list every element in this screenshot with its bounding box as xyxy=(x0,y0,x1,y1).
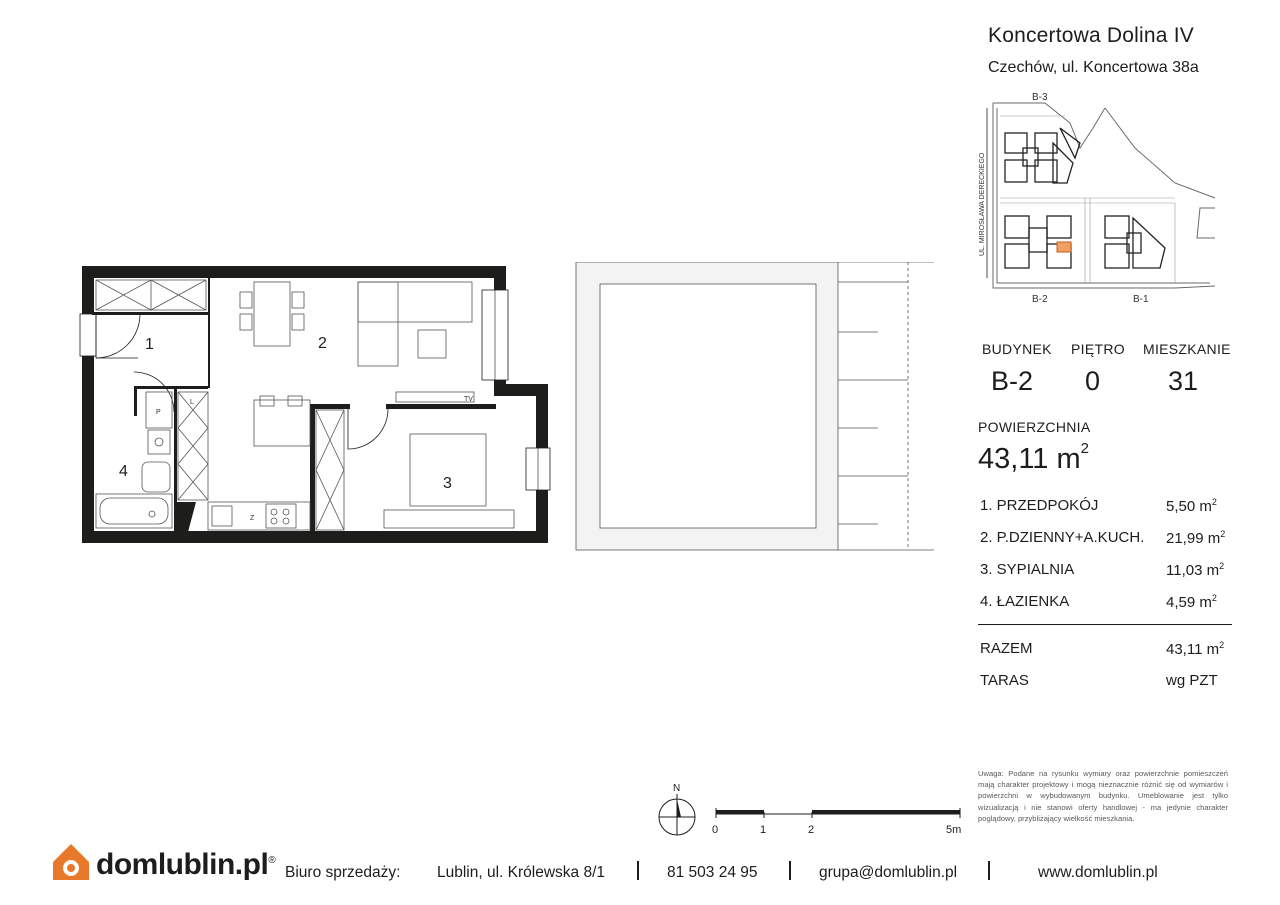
terrace-area: wg PZT xyxy=(1166,672,1218,689)
scale-label-1: 1 xyxy=(760,824,767,836)
room-number-4: 4 xyxy=(119,463,128,480)
sales-office-label: Biuro sprzedaży: xyxy=(285,864,401,881)
scale-label-2: 2 xyxy=(808,824,815,836)
footer-separator xyxy=(988,861,990,880)
room-label: 3. SYPIALNIA xyxy=(980,561,1075,578)
site-label-b2: B-2 xyxy=(1032,294,1048,305)
apartment-value: 31 xyxy=(1168,366,1199,396)
room-label: 1. PRZEDPOKÓJ xyxy=(980,497,1099,514)
building-label: BUDYNEK xyxy=(982,341,1052,357)
project-address: Czechów, ul. Koncertowa 38a xyxy=(988,59,1199,76)
project-title: Koncertowa Dolina IV xyxy=(988,24,1194,47)
phone-number[interactable]: 81 503 24 95 xyxy=(667,864,758,881)
area-label: POWIERZCHNIA xyxy=(978,419,1091,435)
room-number-1: 1 xyxy=(145,336,154,353)
street-label: UL. MIROSŁAWA DERECKIEGO xyxy=(979,152,986,256)
room-area: 5,50 $m^2$ xyxy=(1166,497,1217,515)
fridge-label: L xyxy=(190,399,194,406)
compass-north-label: N xyxy=(673,783,681,794)
room-label: 2. P.DZIENNY+A.KUCH. xyxy=(980,529,1145,546)
total-area: 43,11 $m^2$ xyxy=(1166,640,1225,658)
brand-logo-text[interactable]: domlublin.pl® xyxy=(96,848,276,881)
floor-value: 0 xyxy=(1085,366,1101,396)
room-number-2: 2 xyxy=(318,335,327,352)
apartment-label: MIESZKANIE xyxy=(1143,341,1231,357)
scale-label-5m: 5m xyxy=(946,824,962,836)
website-link[interactable]: www.domlublin.pl xyxy=(1038,864,1158,881)
total-label: RAZEM xyxy=(980,640,1033,657)
room-number-3: 3 xyxy=(443,475,452,492)
room-area: 4,59 $m^2$ xyxy=(1166,593,1217,611)
footer-separator xyxy=(637,861,639,880)
washer-label: P xyxy=(156,409,161,416)
room-area: 11,03 $m^2$ xyxy=(1166,561,1225,579)
floor-label: PIĘTRO xyxy=(1071,341,1125,357)
site-plan xyxy=(975,88,1225,308)
site-label-b1: B-1 xyxy=(1133,294,1149,305)
site-label-b3: B-3 xyxy=(1032,92,1048,103)
room-label: 4. ŁAZIENKA xyxy=(980,593,1070,610)
scale-bar xyxy=(714,806,962,822)
floor-plan xyxy=(78,262,940,554)
house-logo-icon xyxy=(50,840,92,882)
building-value: B-2 xyxy=(991,366,1034,396)
sales-office-address: Lublin, ul. Królewska 8/1 xyxy=(437,864,606,881)
apartment-highlight xyxy=(1057,242,1071,252)
tv-label: TV xyxy=(464,396,473,403)
list-divider xyxy=(978,624,1232,625)
email-link[interactable]: grupa@domlublin.pl xyxy=(819,864,958,881)
compass xyxy=(656,780,700,838)
room-area: 21,99 $m^2$ xyxy=(1166,529,1226,547)
disclaimer-note: Uwaga: Podane na rysunku wymiary oraz powierzchnie pomieszczeń mają charakter projektowy i mogą nieznacznie różnić się od wymiarów i powierzchni w wybudowanym budynku. Umeblowanie jest tylko wizualizacją i nie stanowi oferty handlowej - ma jedynie charakter poglądowy, przybliżający wielkość mieszkania. xyxy=(978,769,1228,823)
terrace-label: TARAS xyxy=(980,672,1029,689)
area-value: 43,11 $m^2$ xyxy=(978,440,1089,475)
footer-separator xyxy=(789,861,791,880)
scale-label-0: 0 xyxy=(712,824,719,836)
kitchen-label: Z xyxy=(250,515,255,522)
